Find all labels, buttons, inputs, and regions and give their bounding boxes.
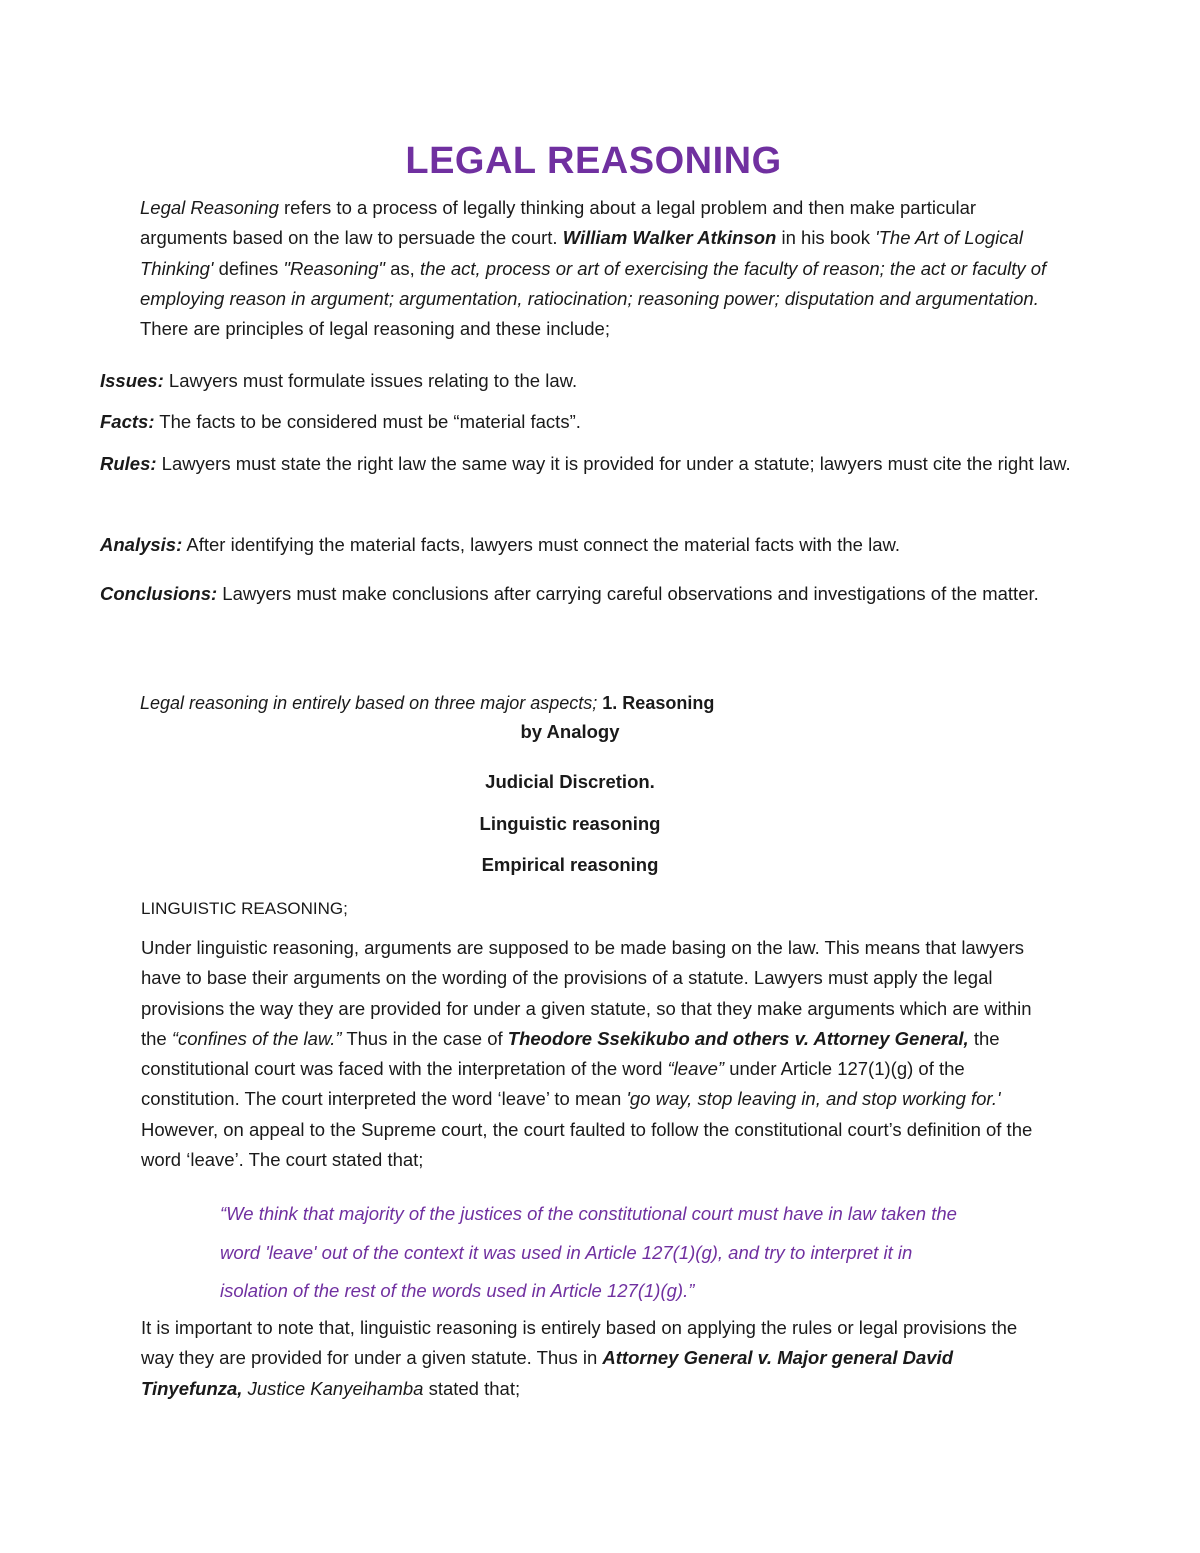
linguistic-paragraph-2 [141,1313,1041,1404]
intro-text-4: as, [385,257,420,279]
principle-term: Conclusions: [100,583,218,604]
principle-term: Facts: [100,411,155,432]
principle-rules [100,448,1082,479]
ling-text-e: However, on appeal to the Supreme court, the court faulted to follow the constitutional court’s definition of the word ‘leave’. The court stated that; [141,1118,1033,1171]
section-heading: LINGUISTIC REASONING; [141,899,348,918]
principle-conclusions [100,578,1082,609]
aspects-lead-text: Legal reasoning in entirely based on three major aspects; [140,693,598,713]
justice-name: Justice Kanyeihamba [242,1377,424,1399]
leave-meaning: 'go way, stop leaving in, and stop working for.' [626,1088,1001,1110]
principle-term: Rules: [100,453,157,474]
case-name: Attorney General v. Major general David Tinyefunza, [141,1347,953,1399]
ling-text-b: Thus in the case of [341,1027,508,1049]
principle-text: Lawyers must make conclusions after carrying careful observations and investigations of the matter. [217,583,1039,604]
author-name: William Walker Atkinson [562,227,777,249]
principle-text: The facts to be considered must be “material facts”. [154,411,581,432]
intro-text-5: There are principles of legal reasoning and these include; [140,318,610,340]
principle-analysis [100,529,1082,560]
intro-term: Legal Reasoning [140,197,279,218]
confines-phrase: “confines of the law.” [171,1027,342,1049]
principle-term: Issues: [100,370,164,391]
case-name: Theodore Ssekikubo and others v. Attorney General, [507,1027,969,1049]
aspect-item: Empirical reasoning [481,854,659,875]
principle-text: After identifying the material facts, lawyers must connect the material facts with the law. [182,534,900,555]
aspect-first-continuation: by Analogy [520,721,620,742]
intro-text-1: refers to a process of legally thinking about a legal problem and then make particular arguments based on the law to persuade the court. [140,197,977,249]
page-title: LEGAL REASONING [405,140,782,182]
principle-facts [100,406,1082,437]
book-title: 'The Art of Logical Thinking' [140,227,1023,279]
ling2-text-a: It is important to note that, linguistic reasoning is entirely based on applying the rules or legal provisions the way they are provided for under a given statute. Thus in [141,1317,1018,1369]
aspects-lead [140,688,714,718]
intro-text-2: in his book [776,227,876,249]
principle-text: Lawyers must state the right law the same way it is provided for under a statute; lawyers must cite the right law. [156,453,1071,474]
ling-text-d: under Article 127(1)(g) of the constitution. The court interpreted the word ‘leave’ to mean [141,1058,965,1110]
principle-text: Lawyers must formulate issues relating to the law. [163,370,578,391]
linguistic-paragraph [141,933,1041,1175]
definition-text: the act, process or art of exercising the faculty of reason; the act or faculty of employing reason in argument; argumentation, ratiocination; reasoning power; disputation and argumentation. [140,257,1047,309]
defined-term: "Reasoning" [283,257,385,279]
ling2-text-b: stated that; [423,1377,521,1399]
aspect-item: Judicial Discretion. [485,771,655,792]
intro-paragraph [140,193,1060,344]
leave-word: “leave” [667,1058,725,1080]
aspect-item: Linguistic reasoning [479,813,661,834]
aspect-first: 1. Reasoning [602,693,715,713]
principle-issues [100,365,1082,396]
principle-term: Analysis: [100,534,183,555]
ling-text-c: the constitutional court was faced with the interpretation of the word [141,1027,1000,1080]
court-quote: “We think that majority of the justices of the constitutional court must have in law taken the word 'leave' out of the context it was used in Article 127(1)(g), and try to interpret it in isolation of the rest of the words used in Article 127(1)(g).” [220,1203,957,1301]
ling-text-a: Under linguistic reasoning, arguments are supposed to be made basing on the law. This means that lawyers have to base their arguments on the wording of the provisions of a statute. Lawyers must apply the legal provisions the way they are provided for under a given statute, so that they make arguments which are within the [141,937,1032,1049]
intro-text-3: defines [213,257,284,279]
